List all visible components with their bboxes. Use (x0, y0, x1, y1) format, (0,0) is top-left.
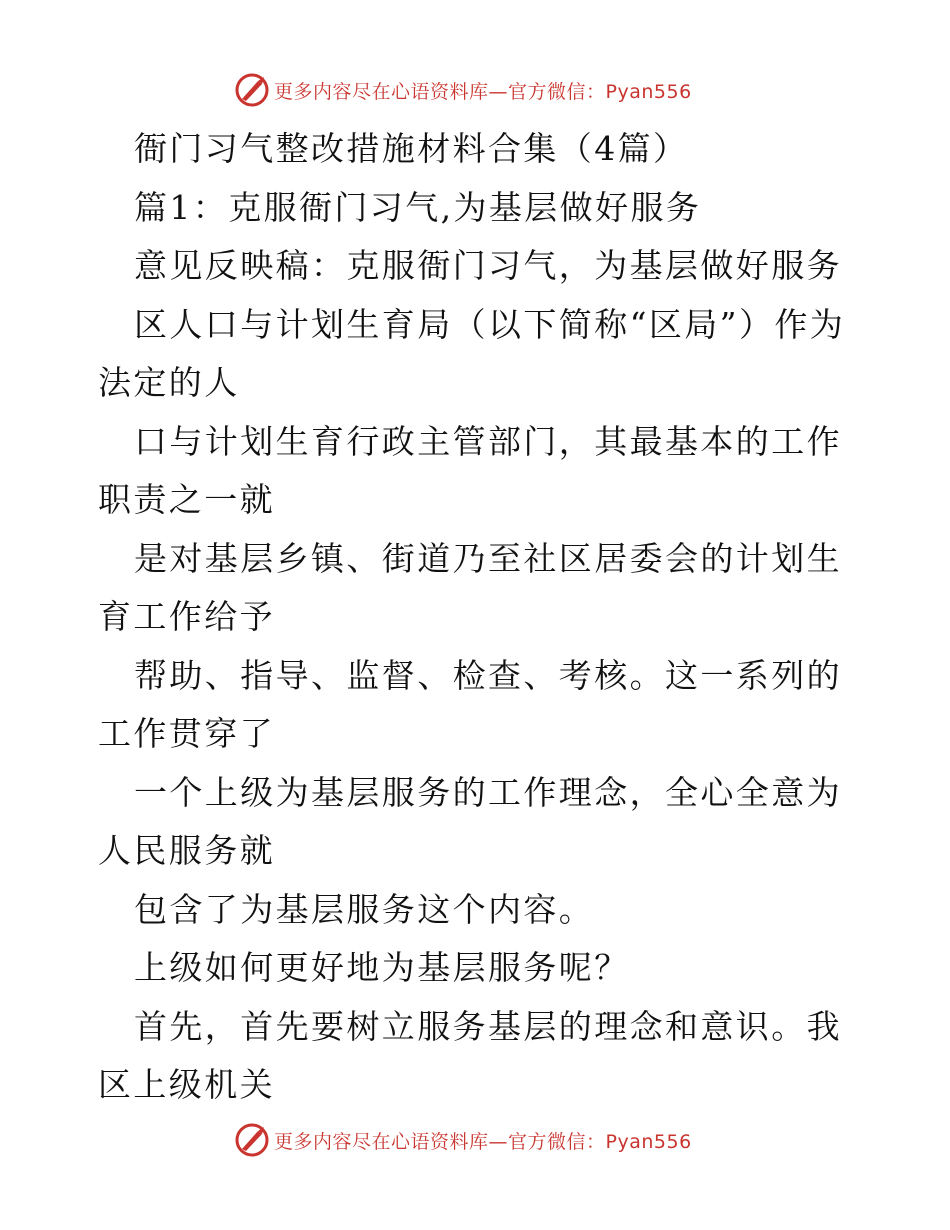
paragraph: 首先，首先要树立服务基层的理念和意识。我区上级机关 (98, 1006, 842, 1104)
paragraph: 口与计划生育行政主管部门，其最基本的工作职责之一就 (98, 421, 842, 519)
paragraph: 一个上级为基层服务的工作理念，全心全意为人民服务就 (98, 772, 842, 870)
document-subtitle: 意见反映稿：克服衙门习气，为基层做好服务 (134, 246, 842, 285)
paragraph: 上级如何更好地为基层服务呢？ (134, 948, 630, 987)
paragraph: 是对基层乡镇、街道乃至社区居委会的计划生育工作给予 (98, 538, 842, 636)
paragraph: 帮助、指导、监督、检查、考核。这一系列的工作贯穿了 (98, 655, 842, 753)
section-heading: 篇1：克服衙门习气,为基层做好服务 (134, 187, 702, 227)
footer-banner (234, 1120, 714, 1160)
quill-pen-logo-icon (234, 1122, 270, 1158)
footer-banner-text: 更多内容尽在心语资料库—官方微信：Pyan556 (274, 1130, 692, 1153)
document-body (98, 120, 858, 1115)
header-banner-text: 更多内容尽在心语资料库—官方微信：Pyan556 (274, 80, 692, 103)
document-title: 衙门习气整改措施材料合集（4篇） (134, 129, 689, 168)
paragraph: 区人口与计划生育局（以下简称“区局”）作为法定的人 (98, 304, 846, 402)
header-banner (234, 70, 714, 110)
paragraph: 包含了为基层服务这个内容。 (134, 889, 595, 929)
quill-pen-logo-icon (234, 72, 270, 108)
